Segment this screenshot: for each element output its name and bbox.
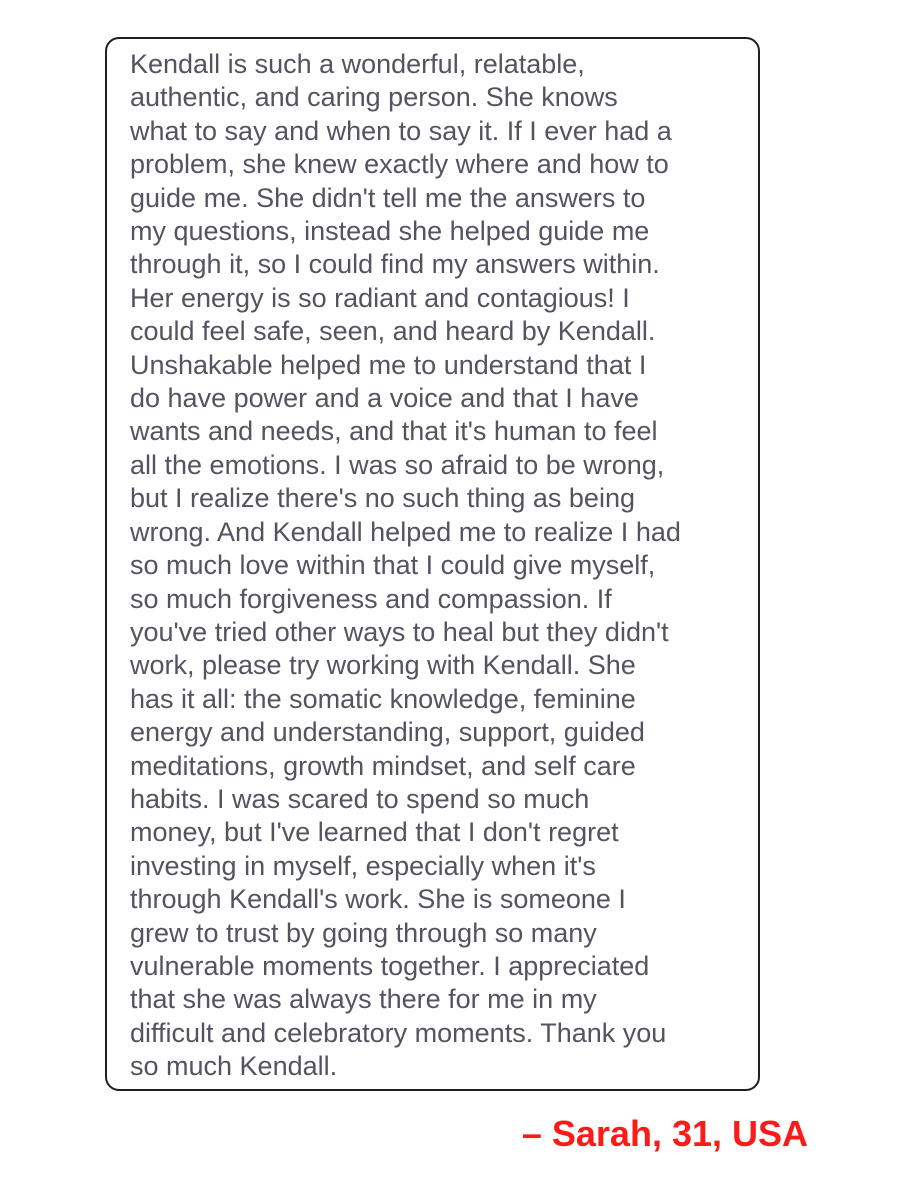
testimonial-line: could feel safe, seen, and heard by Kendall.: [130, 316, 656, 347]
testimonial-line: my questions, instead she helped guide me: [130, 216, 650, 247]
testimonial-line: work, please try working with Kendall. She: [130, 650, 636, 681]
testimonial-line: you've tried other ways to heal but they didn't: [130, 616, 669, 647]
testimonial-line: money, but I've learned that I don't regret: [130, 817, 619, 848]
testimonial-attribution: – Sarah, 31, USA: [521, 1113, 808, 1154]
testimonial-line: Unshakable helped me to understand that I: [130, 349, 647, 380]
testimonial-card: [105, 37, 760, 1091]
testimonial-line: guide me. She didn't tell me the answers to: [130, 182, 646, 213]
testimonial-line: authentic, and caring person. She knows: [130, 82, 618, 113]
testimonial-line: difficult and celebratory moments. Thank you: [130, 1017, 667, 1048]
testimonial-line: all the emotions. I was so afraid to be wrong,: [130, 449, 665, 480]
testimonial-line: so much love within that I could give myself,: [130, 550, 656, 581]
testimonial-line: has it all: the somatic knowledge, feminine: [130, 683, 636, 714]
testimonial-line: grew to trust by going through so many: [130, 917, 597, 948]
testimonial-line: through Kendall's work. She is someone I: [130, 884, 626, 915]
testimonial-line: Her energy is so radiant and contagious! I: [130, 282, 630, 313]
testimonial-line: wants and needs, and that it's human to feel: [130, 416, 658, 447]
testimonial-line: energy and understanding, support, guided: [130, 717, 645, 748]
testimonial-line: wrong. And Kendall helped me to realize I had: [130, 516, 681, 547]
testimonial-line: vulnerable moments together. I appreciated: [130, 950, 650, 981]
testimonial-line: that she was always there for me in my: [130, 984, 597, 1015]
testimonial-line: meditations, growth mindset, and self care: [130, 750, 636, 781]
testimonial-line: but I realize there's no such thing as being: [130, 483, 635, 514]
testimonial-line: what to say and when to say it. If I ever had a: [130, 115, 672, 146]
testimonial-line: investing in myself, especially when it's: [130, 850, 596, 881]
testimonial-line: habits. I was scared to spend so much: [130, 783, 590, 814]
testimonial-line: do have power and a voice and that I have: [130, 383, 639, 414]
testimonial-line: so much forgiveness and compassion. If: [130, 583, 612, 614]
testimonial-line: so much Kendall.: [130, 1051, 338, 1082]
testimonial-line: through it, so I could find my answers within.: [130, 249, 660, 280]
testimonial-line: problem, she knew exactly where and how to: [130, 149, 669, 180]
testimonial-text: [130, 48, 746, 1084]
testimonial-line: Kendall is such a wonderful, relatable,: [130, 49, 585, 79]
